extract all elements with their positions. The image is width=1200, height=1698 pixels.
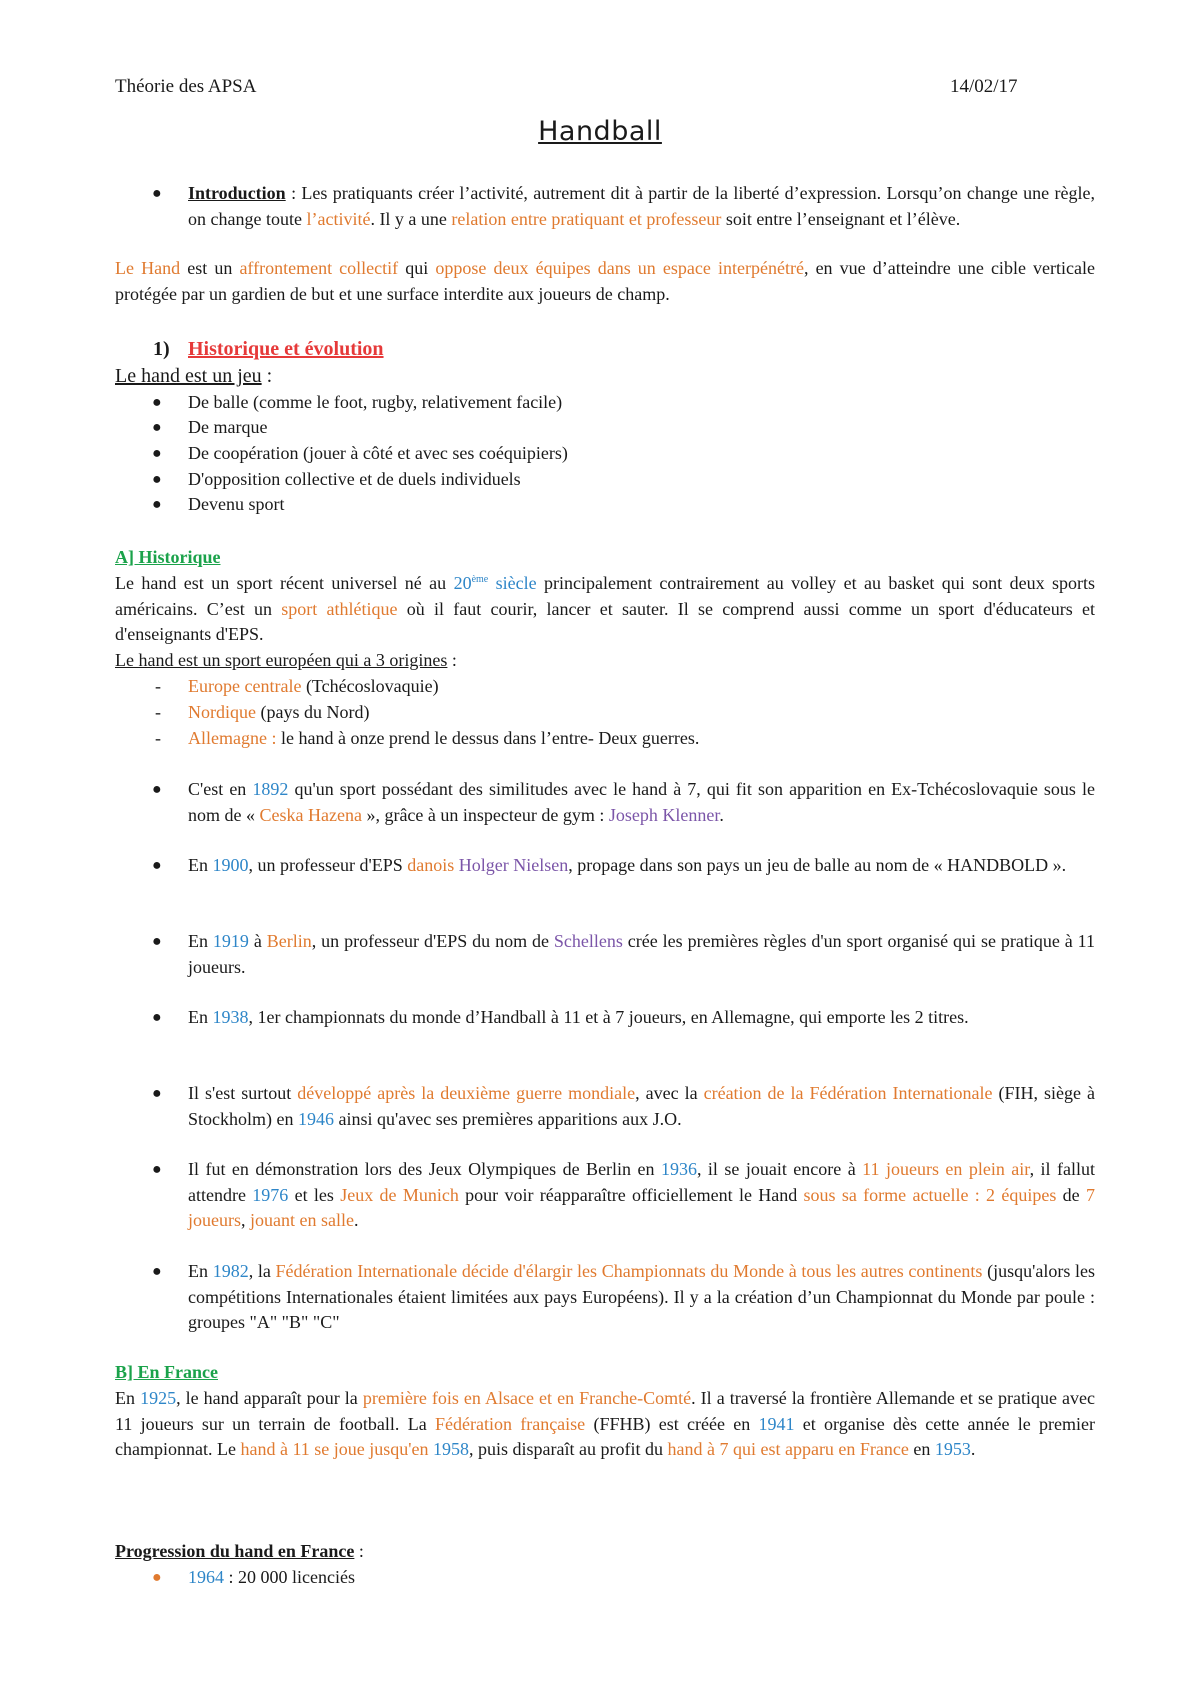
origin-item: Nordique (pays du Nord) <box>188 702 370 722</box>
jeu-label-line: Le hand est un jeu : <box>115 365 273 387</box>
dash-icon: - <box>155 702 161 722</box>
bullet-icon: ● <box>152 1161 162 1178</box>
list-item: D'opposition collective et de duels individuels <box>188 469 521 489</box>
bullet-icon: ● <box>152 419 162 436</box>
france-paragraph: En 1925, le hand apparaît pour la première fois en Alsace et en Franche-Comté. Il a traversé la frontière Allemande et se pratique avec 11 joueurs sur un terrain de football. La Fédération française (FFHB) est créée en 1941 et organise dès cette année le premier championnat. Le hand à 11 se joue jusqu'en 1958, puis disparaît au profit du hand à 7 qui est apparu en France en 1953. <box>115 1388 1095 1460</box>
definition-paragraph: Le Hand est un affrontement collectif qui oppose deux équipes dans un espace interpénétré, en vue d’atteindre une cible verticale protégée par un gardien de but et une surface interdite aux joueurs de champ. <box>115 258 1095 304</box>
bullet-icon: ● <box>152 933 162 950</box>
subheading-en-france: B] En France <box>115 1362 218 1382</box>
bullet-icon: ● <box>152 1569 162 1586</box>
event-1982: En 1982, la Fédération Internationale décide d'élargir les Championnats du Monde à tous les autres continents (jusqu'alors les compétitions Internationales étaient limitées aux pays Européens). Il y a la création d’un Championnat du Monde par poule : groupes "A" "B" "C" <box>188 1261 1096 1333</box>
dash-icon: - <box>155 676 161 696</box>
list-item: De balle (comme le foot, rugby, relativement facile) <box>188 392 563 412</box>
intro-label: Introduction <box>188 183 286 203</box>
page-title: Handball <box>538 116 662 147</box>
bullet-icon: ● <box>152 445 162 462</box>
bullet-icon: ● <box>152 394 162 411</box>
bullet-icon: ● <box>152 1263 162 1280</box>
header-course: Théorie des APSA <box>115 76 257 97</box>
bullet-icon: ● <box>152 1009 162 1026</box>
origins-label-line: Le hand est un sport européen qui a 3 origines : <box>115 650 457 670</box>
origin-item: Allemagne : le hand à onze prend le dessus dans l’entre- Deux guerres. <box>188 728 700 748</box>
list-item: Devenu sport <box>188 494 285 514</box>
section-title: Historique et évolution <box>188 338 384 360</box>
event-1938: En 1938, 1er championnats du monde d’Handball à 11 et à 7 joueurs, en Allemagne, qui emporte les 2 titres. <box>188 1007 969 1027</box>
bullet-icon: ● <box>152 857 162 874</box>
list-item: De coopération (jouer à côté et avec ses coéquipiers) <box>188 443 568 463</box>
historique-paragraph: Le hand est un sport récent universel né au 20ème siècle principalement contrairement au volley et au basket qui sont deux sports américains. C’est un sport athlétique où il faut courir, lancer et sauter. Il se comprend aussi comme un sport d'éducateurs et d'enseignants d'EPS. <box>115 573 1096 645</box>
event-1936: Il fut en démonstration lors des Jeux Olympiques de Berlin en 1936, il se jouait encore à 11 joueurs en plein air, il fallut attendre 1976 et les Jeux de Munich pour voir réapparaître officiellement le Hand sous sa forme actuelle : 2 équipes de 7 joueurs, jouant en salle. <box>188 1159 1095 1231</box>
header-date: 14/02/17 <box>950 76 1018 97</box>
dash-icon: - <box>155 728 161 748</box>
bullet-icon: ● <box>152 1085 162 1102</box>
event-1946: Il s'est surtout développé après la deuxième guerre mondiale, avec la création de la Fédération Internationale (FIH, siège à Stockholm) en 1946 ainsi qu'avec ses premières apparitions aux J.O. <box>188 1083 1095 1129</box>
bullet-icon: ● <box>152 471 162 488</box>
event-1900: En 1900, un professeur d'EPS danois Holger Nielsen, propage dans son pays un jeu de balle au nom de « HANDBOLD ». <box>188 855 1067 875</box>
section-number: 1) <box>153 338 170 360</box>
event-1919: En 1919 à Berlin, un professeur d'EPS du nom de Schellens crée les premières règles d'un sport organisé qui se pratique à 11 joueurs. <box>188 931 1095 977</box>
bullet-icon: ● <box>152 781 162 798</box>
bullet-icon: ● <box>152 496 162 513</box>
progression-item: 1964 : 20 000 licenciés <box>188 1567 355 1587</box>
subheading-historique: A] Historique <box>115 547 221 567</box>
event-1892: C'est en 1892 qu'un sport possédant des similitudes avec le hand à 7, qui fit son apparition en Ex-Tchécoslovaquie sous le nom de « Ceska Hazena », grâce à un inspecteur de gym : Joseph Klenner. <box>188 779 1095 825</box>
list-item: De marque <box>188 417 268 437</box>
bullet-icon: ● <box>152 185 162 202</box>
origin-item: Europe centrale (Tchécoslovaquie) <box>188 676 439 696</box>
intro-paragraph: Introduction : Les pratiquants créer l’activité, autrement dit à partir de la liberté d’expression. Lorsqu’on change une règle, on change toute l’activité. Il y a une relation entre pratiquant et professeur soit entre l’enseignant et l’élève. <box>188 183 1095 229</box>
progression-label-line: Progression du hand en France : <box>115 1541 364 1561</box>
